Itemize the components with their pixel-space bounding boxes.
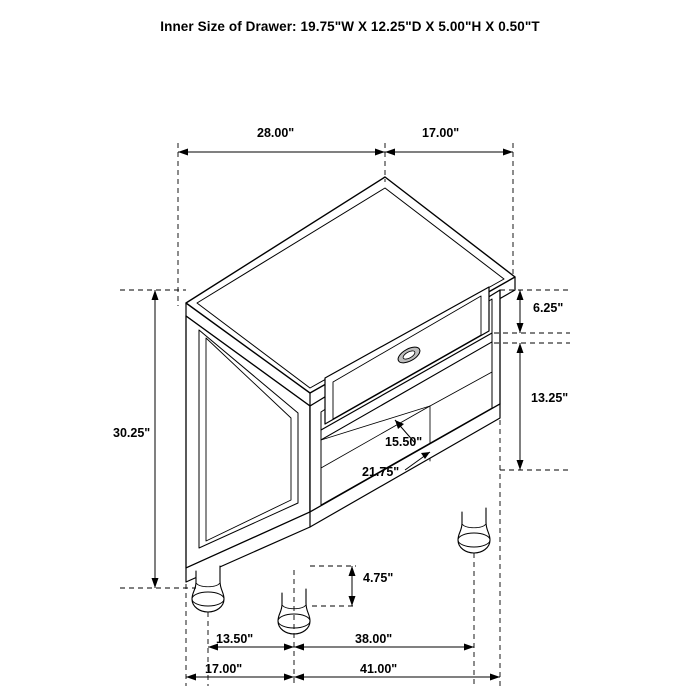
dim-label-inner-upper: 15.50" <box>385 435 423 449</box>
dim-label-right-lower: 13.25" <box>531 391 569 405</box>
dim-label-bottom-inner-right: 38.00" <box>355 632 393 646</box>
dim-label-left-height: 30.25" <box>113 426 151 440</box>
dim-label-inner-lower: 21.75" <box>362 465 400 479</box>
dim-label-leg-height: 4.75" <box>363 571 394 585</box>
dim-label-bottom-outer-left: 17.00" <box>205 662 243 676</box>
dim-line-leg-height <box>310 566 356 606</box>
dim-label-top-right: 17.00" <box>422 126 460 140</box>
dim-label-bottom-outer-right: 41.00" <box>360 662 398 676</box>
dim-label-right-upper: 6.25" <box>533 301 564 315</box>
page-title: Inner Size of Drawer: 19.75"W X 12.25"D X 5.00"H X 0.50"T <box>160 19 540 34</box>
dim-label-top-left: 28.00" <box>257 126 295 140</box>
dim-label-bottom-inner-left: 13.50" <box>216 632 254 646</box>
leg-right <box>458 508 490 553</box>
leg-front-left <box>192 566 224 612</box>
extension-lines-right <box>494 290 570 470</box>
